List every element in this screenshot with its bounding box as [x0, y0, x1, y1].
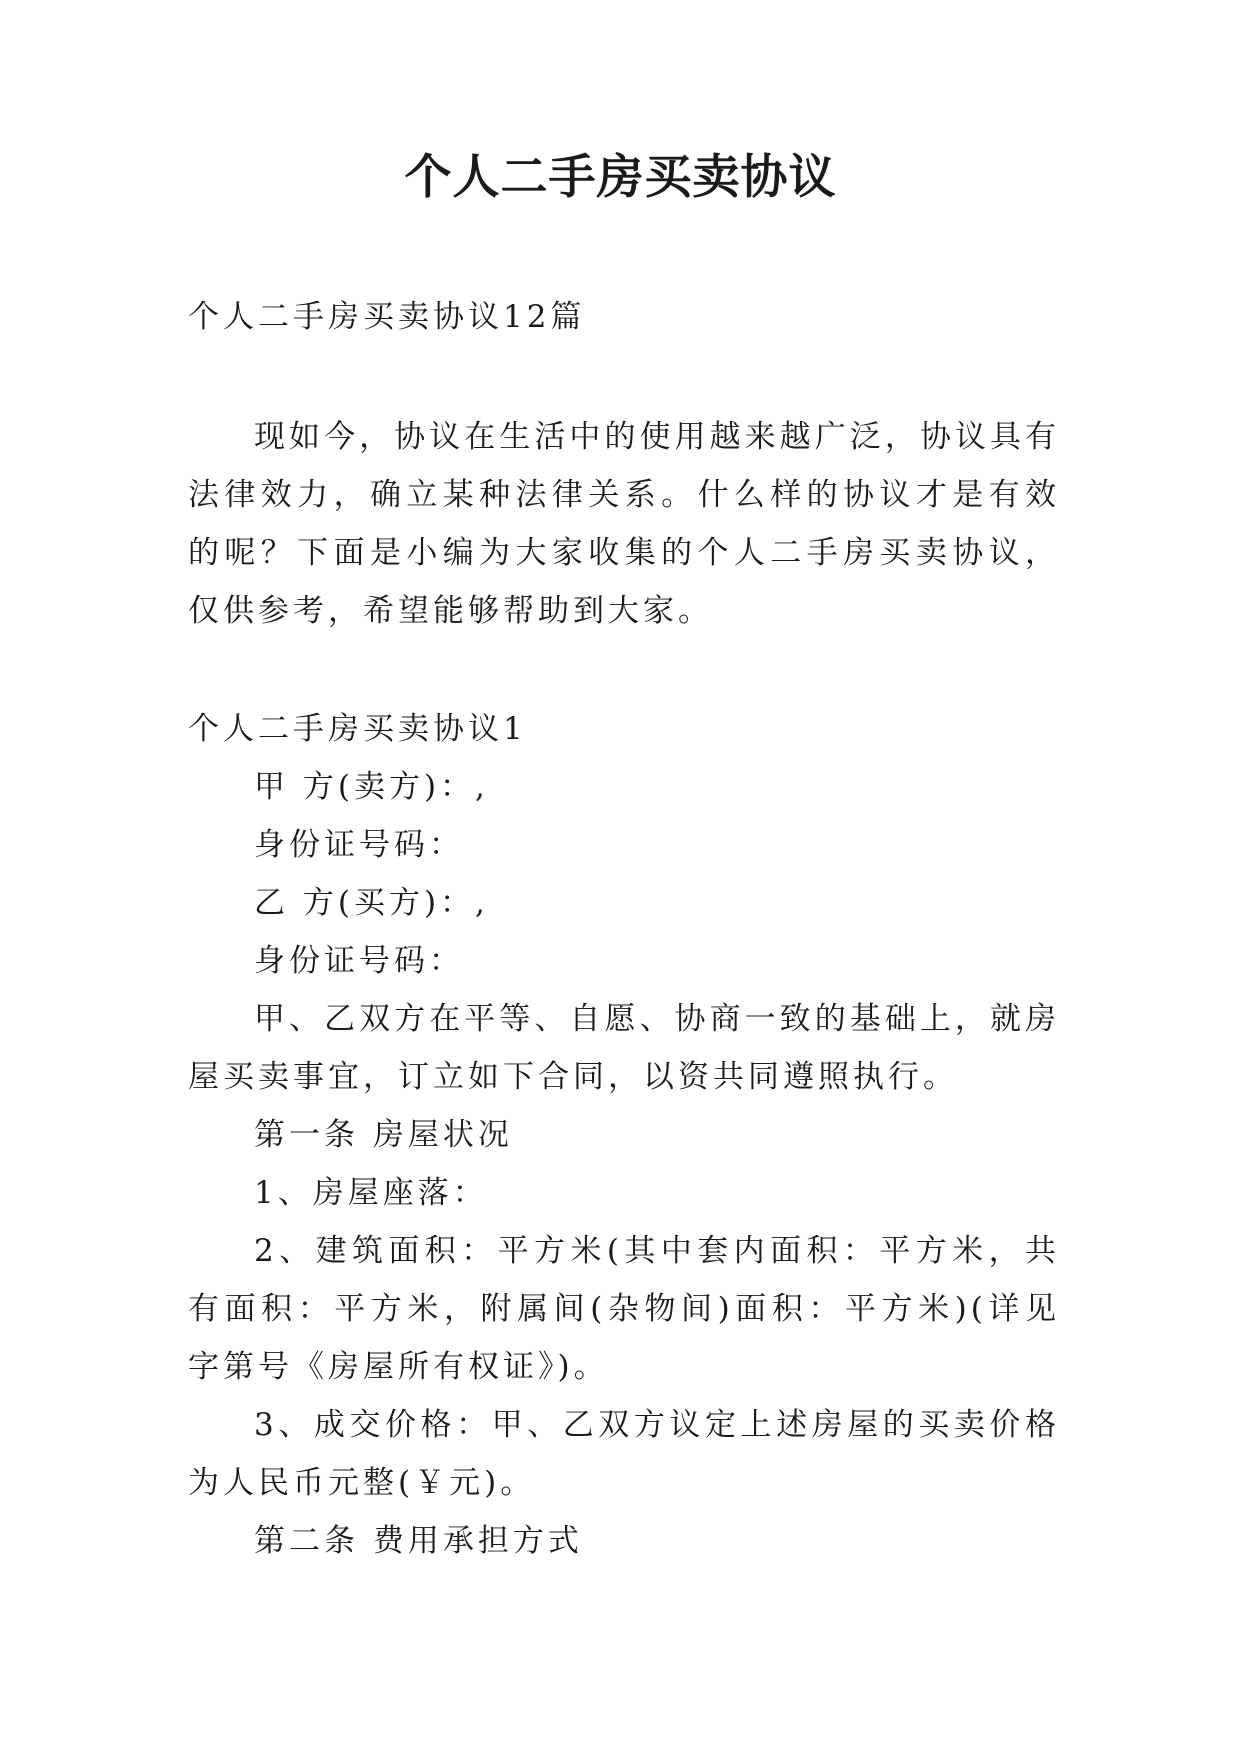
clause-2-area: 2、建筑面积：平方米(其中套内面积：平方米，共有面积：平方米，附属间(杂物间)面积：平方米)(详见 字第号《房屋所有权证》)。 [188, 1233, 1060, 1385]
document-body [188, 288, 1060, 1570]
clause-1-location: 1、房屋座落： [254, 1175, 488, 1211]
article-1-heading: 第一条 房屋状况 [254, 1117, 513, 1153]
seller-id-line: 身份证号码： [254, 827, 464, 863]
clause-3-price: 3、成交价格：甲、乙双方议定上述房屋的买卖价格为人民币元整(￥元)。 [188, 1407, 1060, 1501]
intro-paragraph: 现如今，协议在生活中的使用越来越广泛，协议具有法律效力，确立某种法律关系。什么样的协议才是有效的呢？下面是小编为大家收集的个人二手房买卖协议，仅供参考，希望能够帮助到大家。 [188, 419, 1060, 629]
document-subtitle: 个人二手房买卖协议12篇 [188, 299, 586, 335]
seller-line: 甲 方(卖方)：, [254, 769, 489, 805]
agreement-preamble: 甲、乙双方在平等、自愿、协商一致的基础上，就房屋买卖事宜，订立如下合同，以资共同遵照执行。 [188, 1001, 1060, 1095]
section-heading: 个人二手房买卖协议1 [188, 711, 527, 747]
document-title: 个人二手房买卖协议 [404, 150, 837, 205]
buyer-id-line: 身份证号码： [254, 943, 464, 979]
article-2-heading: 第二条 费用承担方式 [254, 1523, 583, 1559]
buyer-line: 乙 方(买方)：, [254, 885, 489, 921]
